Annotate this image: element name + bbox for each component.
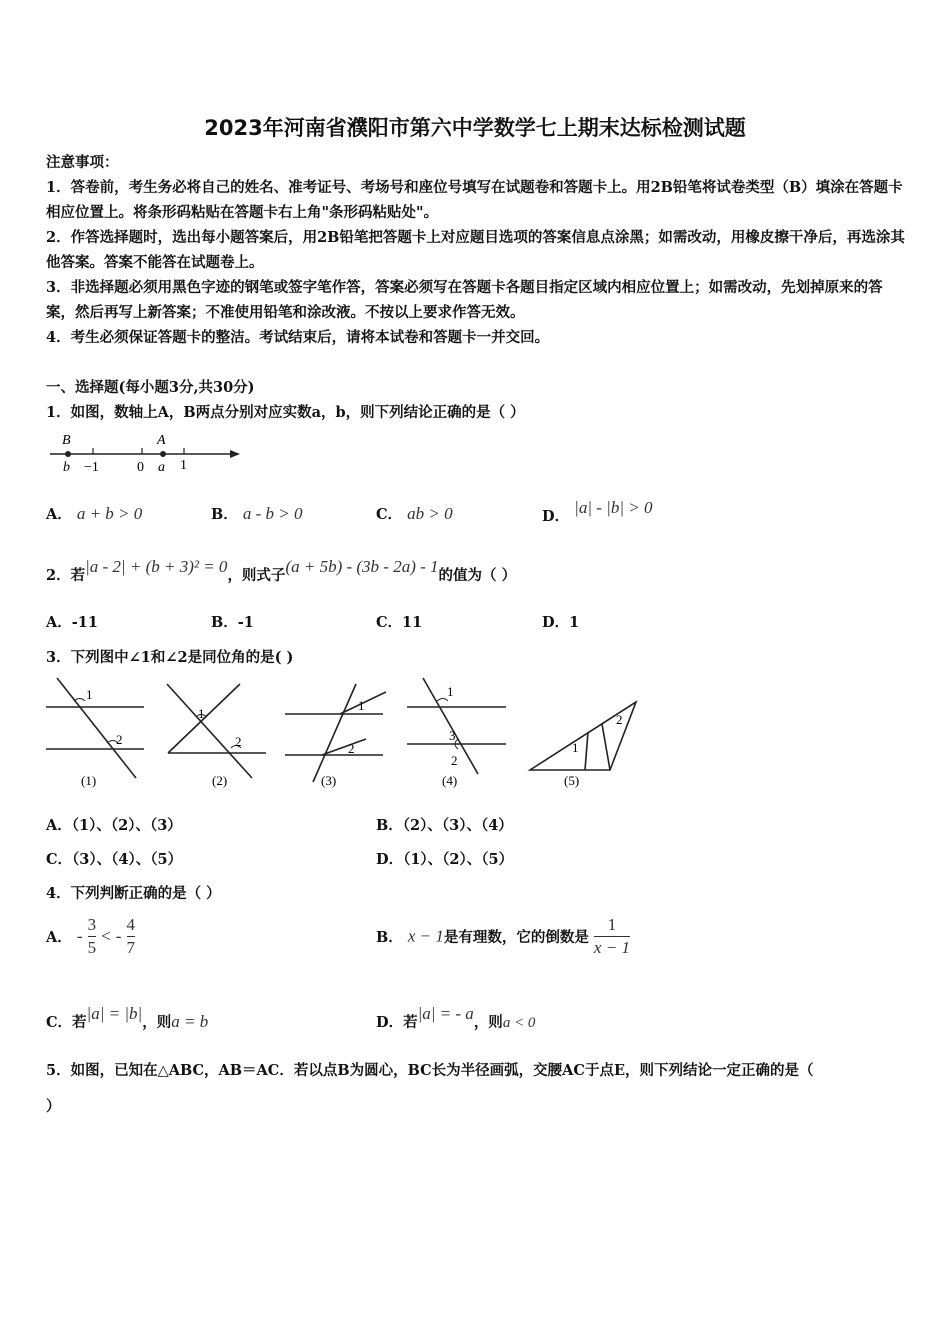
- minus-sign: -: [115, 926, 122, 946]
- option-text: （1）、（2）、（3）: [71, 817, 182, 834]
- fig5-angle2: 2: [616, 712, 623, 727]
- fig3-angle1: 1: [358, 698, 365, 713]
- denominator: 5: [87, 938, 97, 957]
- fig5-angle1: 1: [572, 740, 579, 755]
- option-text: 是有理数，它的倒数是: [443, 929, 589, 946]
- notice-heading: 注意事项：: [46, 154, 119, 171]
- fig3-angle2: 2: [348, 741, 355, 756]
- option-label: A．: [46, 929, 72, 946]
- option-label: D．: [376, 1014, 404, 1031]
- q2-option-c[interactable]: [376, 611, 422, 632]
- neg1-tick-label: −1: [84, 460, 99, 475]
- q3-option-c[interactable]: [46, 848, 182, 869]
- point-A-label: A: [157, 433, 166, 448]
- option-label: C．: [46, 1014, 73, 1031]
- notice-item-4: 4．考生必须保证答题卡的整洁。考试结束后，请将本试卷和答题卡一并交回。: [46, 329, 550, 346]
- option-mid: ，则: [142, 1014, 172, 1031]
- numerator: 1: [594, 914, 630, 937]
- figure-4: [407, 678, 506, 788]
- option-label: D．: [542, 508, 570, 525]
- option-label: B．: [211, 506, 238, 523]
- option-value: 11: [402, 614, 423, 631]
- q2-option-d[interactable]: [542, 611, 579, 632]
- angle-figures: [40, 674, 650, 794]
- q2-post: 的值为（ ）: [438, 567, 517, 584]
- q4-option-d[interactable]: [376, 1003, 536, 1031]
- q4-option-c[interactable]: [46, 1003, 209, 1031]
- reciprocal-fraction: [594, 914, 630, 959]
- page-title: 2023年河南省濮阳市第六中学数学七上期末达标检测试题: [204, 116, 746, 140]
- option-condition: |a| = - a: [417, 1004, 474, 1023]
- q2-option-a[interactable]: [46, 611, 98, 632]
- a-tick-label: a: [158, 460, 165, 475]
- fig4-angle1: 1: [447, 684, 454, 699]
- figure-5: [530, 702, 636, 788]
- q1-option-b[interactable]: [211, 503, 302, 524]
- fig2-angle1: 1: [198, 706, 205, 721]
- q2-option-b[interactable]: [211, 611, 254, 632]
- option-text: （2）、（3）、（4）: [402, 817, 513, 834]
- notice-item-3: 3．非选择题必须用黑色字迹的钢笔或签字笔作答，答案必须写在答题卡各题目指定区域内相应位置上；如需改动，先划掉原来的答案，然后再写上新答案；不准使用铅笔和涂改液。不按以上要求作答无效。: [46, 279, 883, 321]
- option-label: C．: [376, 614, 403, 631]
- fig5-caption: (5): [564, 773, 580, 788]
- option-value: 1: [569, 614, 580, 631]
- q1-stem: 1．如图，数轴上A，B两点分别对应实数a，b，则下列结论正确的是（ ）: [46, 404, 525, 421]
- q2-condition: |a - 2| + (b + 3)² = 0: [85, 557, 228, 576]
- figure-1: [46, 678, 144, 788]
- fraction-4-7: [127, 914, 136, 959]
- figure-3: [285, 684, 386, 788]
- q4-stem: 4．下列判断正确的是（ ）: [46, 885, 221, 902]
- q5-stem: 5．如图，已知在△ABC，AB＝AC．若以点B为圆心，BC长为半径画弧，交腰AC于点E，则下列结论一定正确的是（: [46, 1062, 814, 1079]
- fig4-angle3: 3: [449, 728, 456, 743]
- option-label: A．: [46, 506, 72, 523]
- option-label: B．: [376, 929, 403, 946]
- option-label: C．: [376, 506, 403, 523]
- option-text: （3）、（4）、（5）: [72, 851, 183, 868]
- option-pre: 若: [72, 1014, 87, 1031]
- q2-pre: 2．若: [46, 567, 86, 584]
- q1-option-c[interactable]: [376, 503, 453, 524]
- option-conclusion: a < 0: [502, 1015, 536, 1031]
- option-value: -11: [71, 614, 98, 631]
- option-label: D．: [376, 851, 404, 868]
- figure-2: [167, 684, 266, 788]
- option-mid: ，则: [473, 1014, 503, 1031]
- zero-tick-label: 0: [137, 460, 144, 475]
- q3-stem: 3．下列图中∠1和∠2是同位角的是( ): [46, 649, 294, 666]
- q1-option-a[interactable]: [46, 503, 142, 524]
- notice-item-1: 1．答卷前，考生务必将自己的姓名、准考证号、考场号和座位号填写在试题卷和答题卡上。用2B铅笔将试卷类型（B）填涂在答题卡相应位置上。将条形码粘贴在答题卡右上角"条形码粘贴处"。: [46, 179, 903, 221]
- option-text: （1）、（2）、（5）: [403, 851, 514, 868]
- option-label: C．: [46, 851, 73, 868]
- q3-option-b[interactable]: [376, 814, 513, 835]
- q2-expression: (a + 5b) - (3b - 2a) - 1: [285, 557, 439, 576]
- one-tick-label: 1: [180, 458, 187, 473]
- q5-stem-tail: ）: [46, 1098, 61, 1115]
- option-value: -1: [237, 614, 254, 631]
- fig2-caption: (2): [212, 773, 228, 788]
- fig1-caption: (1): [81, 773, 97, 788]
- option-expr: a + b > 0: [76, 504, 143, 523]
- q2-stem: [46, 556, 517, 584]
- option-expr: |a| - |b| > 0: [574, 498, 653, 517]
- less-than-sign: <: [101, 926, 111, 946]
- option-conclusion: a = b: [171, 1012, 209, 1031]
- numerator: 3: [88, 914, 97, 937]
- option-label: A．: [46, 817, 72, 834]
- fig4-caption: (4): [442, 773, 458, 788]
- option-condition: |a| = |b|: [86, 1004, 143, 1023]
- option-label: D．: [542, 614, 570, 631]
- fig1-angle2: 2: [116, 732, 123, 747]
- denominator: 7: [126, 938, 136, 957]
- fraction-3-5: [88, 914, 97, 959]
- option-pre: 若: [403, 1014, 418, 1031]
- q4-option-b[interactable]: [376, 914, 630, 959]
- option-expr: a - b > 0: [242, 504, 303, 523]
- fig3-caption: (3): [321, 773, 337, 788]
- fig1-angle1: 1: [86, 687, 93, 702]
- q3-option-a[interactable]: [46, 814, 182, 835]
- q1-option-d[interactable]: [542, 497, 653, 525]
- q3-option-d[interactable]: [376, 848, 513, 869]
- option-expr: ab > 0: [407, 504, 453, 523]
- q4-option-a[interactable]: [46, 914, 135, 959]
- option-expr: x − 1: [407, 926, 444, 946]
- section-heading: 一、选择题(每小题3分,共30分): [46, 379, 255, 396]
- notice-item-2: 2．作答选择题时，选出每小题答案后，用2B铅笔把答题卡上对应题目选项的答案信息点涂黑；如需改动，用橡皮擦干净后，再选涂其他答案。答案不能答在试题卷上。: [46, 229, 905, 271]
- numerator: 4: [127, 914, 136, 937]
- minus-sign: -: [76, 926, 83, 946]
- option-label: A．: [46, 614, 72, 631]
- point-B-label: B: [62, 433, 71, 448]
- fig4-angle2: 2: [451, 753, 458, 768]
- denominator: x − 1: [593, 938, 630, 957]
- b-tick-label: b: [63, 460, 70, 475]
- fig2-angle2: 2: [235, 734, 242, 749]
- q2-mid: ，则式子: [227, 567, 286, 584]
- option-label: B．: [211, 614, 238, 631]
- option-label: B．: [376, 817, 403, 834]
- number-line-figure: [46, 432, 246, 477]
